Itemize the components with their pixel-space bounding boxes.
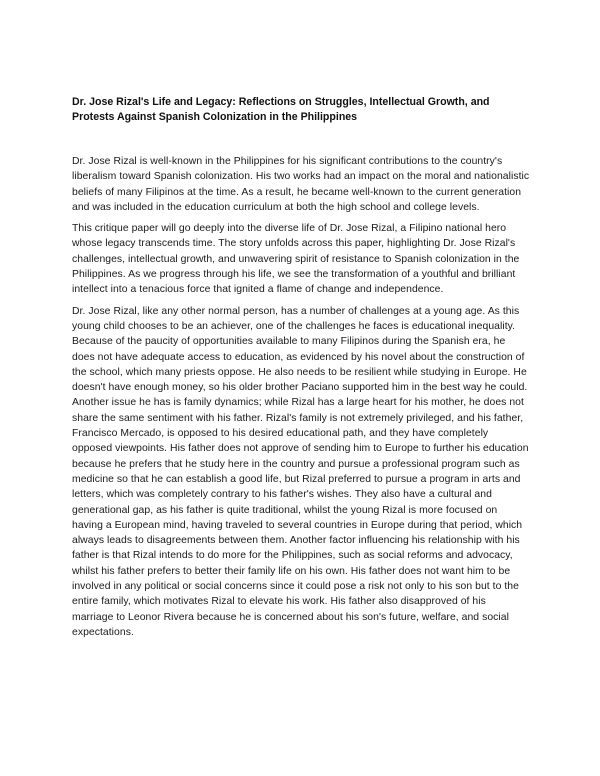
- paragraph-critique-overview: This critique paper will go deeply into the diverse life of Dr. Jose Rizal, a Filipino national hero whose legacy transcends time. The story unfolds across this paper, highlighting Dr. Jose Rizal's challenges, intellectual growth, and unwavering spirit of resistance to Spanish colonization in the Philippines. As we progress through his life, we see the transformation of a youthful and brilliant intellect into a tenacious force that ignited a flame of change and independence.: [72, 223, 520, 296]
- paragraph-challenges: Dr. Jose Rizal, like any other normal person, has a number of challenges at a young age. As this young child chooses to be an achiever, one of the challenges he faces is educational inequality. Because of the paucity of opportunities available to many Filipinos during the Spanish era, he does not have adequate access to education, as evidenced by his novel about the construction of the school, which many priests oppose. He also needs to be resilient while studying in Europe. He doesn't have enough money, so his older brother Paciano supported him in the best way he could. Another issue he has is family dynamics; while Rizal has a large heart for his mother, he does not share the same sentiment with his father. Rizal's family is not extremely privileged, and his father, Francisco Mercado, is opposed to his desired educational path, and they have completely opposed viewpoints. His father does not approve of sending him to Europe to further his education because he prefers that he study here in the country and pursue a professional program such as medicine so that he can establish a good life, but Rizal preferred to pursue a program in arts and letters, which was completely contrary to his father's wishes. They also have a cultural and generational gap, as his father is quite traditional, whilst the young Rizal is more focused on having a European mind, having traveled to several countries in Europe during that period, which always leads to disagreements between them. Another factor influencing his relationship with his father is that Rizal intends to do more for the Philippines, such as social reforms and advocacy, whilst his father prefers to better their family life on his own. His father does not want him to be involved in any political or social concerns since it could pose a risk not only to his son but to the entire family, which motivates Rizal to elevate his work. His father also disapproved of his marriage to Leonor Rivera because he is concerned about his son's future, welfare, and social expectations.: [72, 305, 529, 638]
- document-title: Dr. Jose Rizal's Life and Legacy: Reflections on Struggles, Intellectual Growth, and Protests Against Spanish Colonization in the Philippines: [72, 96, 490, 123]
- paragraph-introduction: Dr. Jose Rizal is well-known in the Philippines for his significant contributions to the country's liberalism toward Spanish colonization. His two works had an impact on the moral and nationalistic beliefs of many Filipinos at the time. As a result, he became well-known to the current generation and was included in the education curriculum at both the high school and college levels.: [72, 156, 530, 213]
- document-body: [72, 154, 530, 646]
